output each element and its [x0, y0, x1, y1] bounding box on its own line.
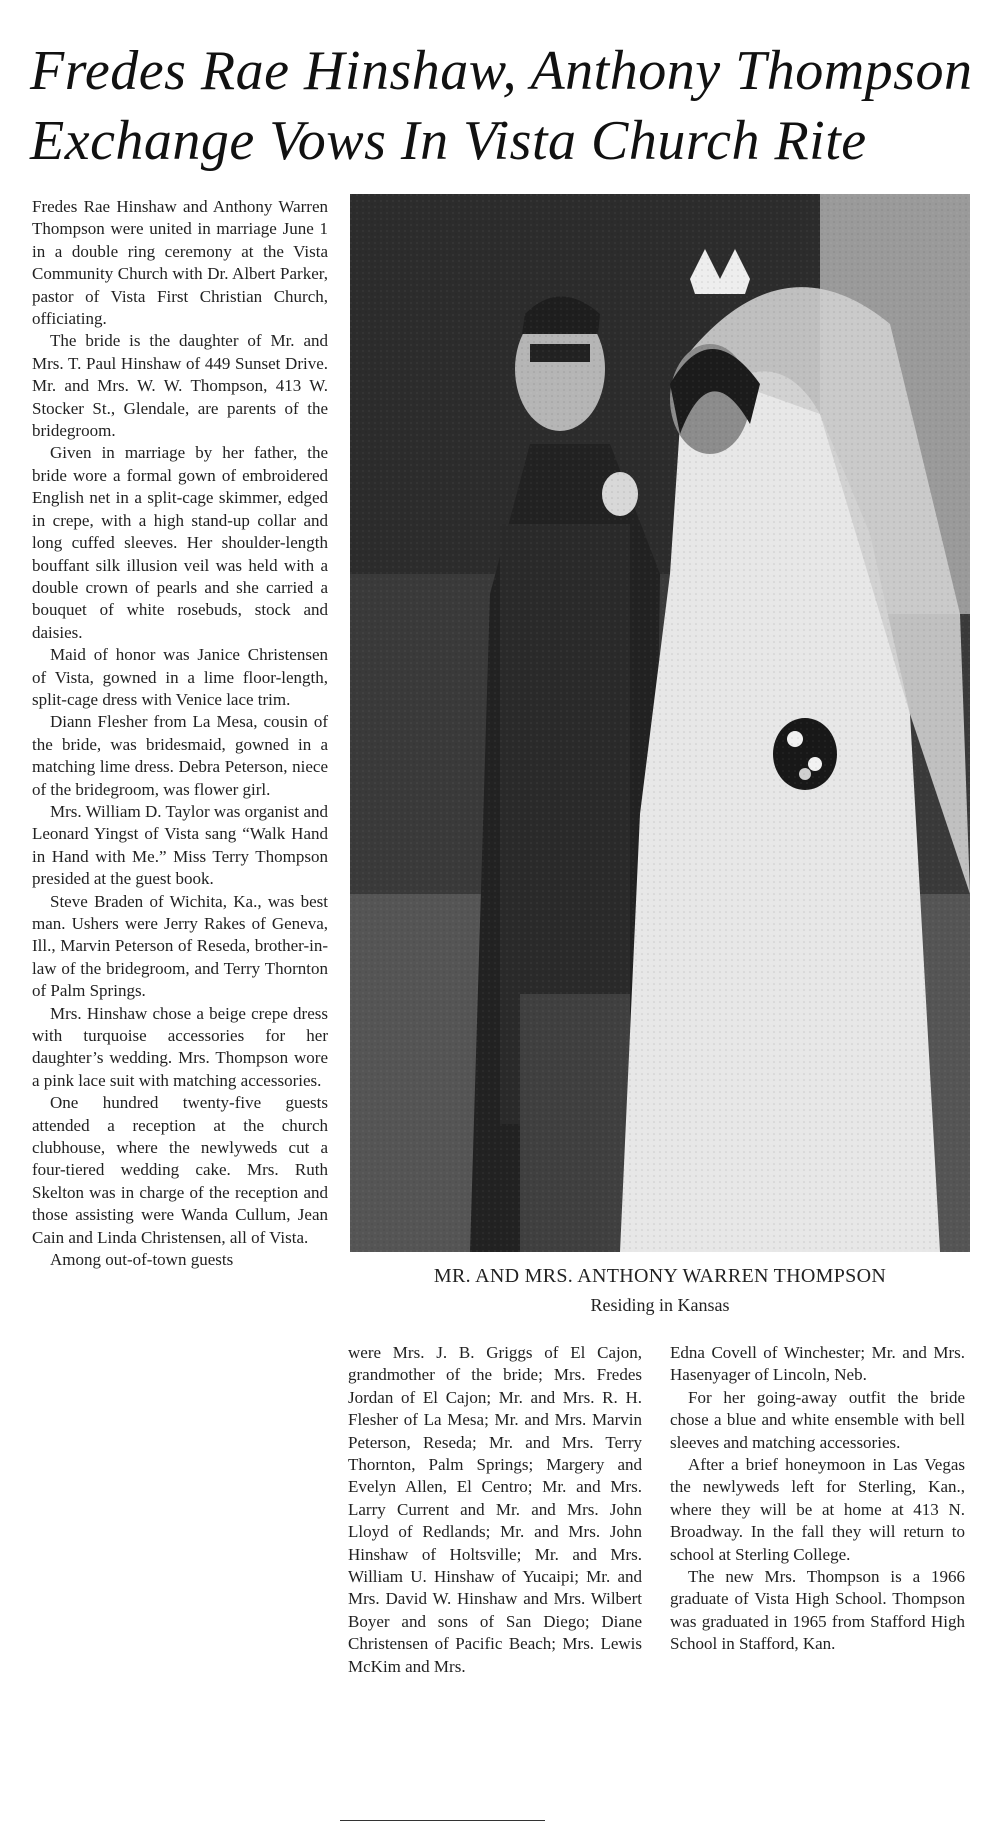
bottom-rule — [340, 1820, 545, 1821]
wedding-photo-image — [350, 194, 970, 1252]
paragraph: were Mrs. J. B. Griggs of El Cajon, grandmother of the bride; Mrs. Fredes Jordan of El Cajon; Mr. and Mrs. R. H. Flesher of La Mesa; Mr. and Mrs. Marvin Peterson, Reseda; Mr. and Mrs. Terry Thornton, Palm Springs; Margery and Evelyn Allen, El Centro; Mr. and Mrs. Larry Current and Mr. and Mrs. John Lloyd of Redlands; Mr. and Mrs. John Hinshaw of Holtsville; Mr. and Mrs. William U. Hinshaw of Yucaipi; Mr. and Mrs. David W. Hinshaw and Mrs. Wilbert Boyer and sons of San Diego; Diane Christensen of Pacific Beach; Mrs. Lewis McKim and Mrs. — [348, 1343, 642, 1676]
wedding-photo — [350, 194, 970, 1252]
article-column-middle — [348, 1342, 642, 1678]
paragraph: One hundred twenty-five guests attended a reception at the church clubhouse, where the newlyweds cut a four-tiered wedding cake. Mrs. Ruth Skelton was in charge of the reception and those assisting were Wanda Cullum, Jean Cain and Linda Christensen, all of Vista. — [32, 1093, 328, 1247]
paragraph: Mrs. William D. Taylor was organist and Leonard Yingst of Vista sang “Walk Hand in Hand with Me.” Miss Terry Thompson presided at the guest book. — [32, 801, 328, 889]
paragraph: Steve Braden of Wichita, Ka., was best man. Ushers were Jerry Rakes of Geneva, Ill., Marvin Peterson of Reseda, brother-in-law of the bridegroom, and Terry Thornton of Palm Springs. — [32, 891, 328, 1001]
article-column-left — [32, 196, 328, 1272]
photo-caption: MR. AND MRS. ANTHONY WARREN THOMPSON — [433, 1265, 887, 1287]
paragraph: Given in marriage by her father, the bride wore a formal gown of embroidered English net in a split-cage skimmer, edged in crepe, with a high stand-up collar and long cuffed sleeves. Her shoulder-length bouffant silk illusion veil was held with a double crown of pearls and she carried a bouquet of white rosebuds, stock and daisies. — [32, 443, 328, 642]
paragraph: Fredes Rae Hinshaw and Anthony Warren Thompson were united in marriage June 1 in a double ring ceremony at the Vista Community Church with Dr. Albert Parker, pastor of Vista First Christian Church, officiating. — [32, 197, 328, 329]
paragraph: Mrs. Hinshaw chose a beige crepe dress with turquoise accessories for her daughter’s wedding. Mrs. Thompson wore a pink lace suit with matching accessories. — [32, 1003, 328, 1090]
paragraph: Among out-of-town guests — [50, 1250, 234, 1270]
photo-subcaption: Residing in Kansas — [590, 1295, 730, 1315]
paragraph: Edna Covell of Winchester; Mr. and Mrs. Hasenyager of Lincoln, Neb. — [670, 1343, 965, 1385]
paragraph: After a brief honeymoon in Las Vegas the newlyweds left for Sterling, Kan., where they will be at home at 413 N. Broadway. In the fall they will return to school at Sterling College. — [670, 1455, 965, 1564]
article-column-right — [670, 1342, 965, 1656]
headline — [30, 36, 973, 176]
headline-line-2: Exchange Vows In Vista Church Rite — [30, 110, 867, 172]
paragraph: The new Mrs. Thompson is a 1966 graduate of Vista High School. Thompson was graduated in 1965 from Stafford High School in Stafford, Kan. — [670, 1567, 965, 1654]
paragraph: The bride is the daughter of Mr. and Mrs. T. Paul Hinshaw of 449 Sunset Drive. Mr. and Mrs. W. W. Thompson, 413 W. Stocker St., Glendale, are parents of the bridegroom. — [32, 331, 328, 441]
paragraph: Diann Flesher from La Mesa, cousin of the bride, was bridesmaid, gowned in a matching lime dress. Debra Peterson, niece of the bridegroom, was flower girl. — [32, 712, 328, 799]
paragraph: For her going-away outfit the bride chose a blue and white ensemble with bell sleeves and matching accessories. — [670, 1387, 965, 1452]
headline-line-1: Fredes Rae Hinshaw, Anthony Thompson — [30, 40, 973, 102]
paragraph: Maid of honor was Janice Christensen of Vista, gowned in a lime floor-length, split-cage dress with Venice lace trim. — [32, 645, 328, 709]
